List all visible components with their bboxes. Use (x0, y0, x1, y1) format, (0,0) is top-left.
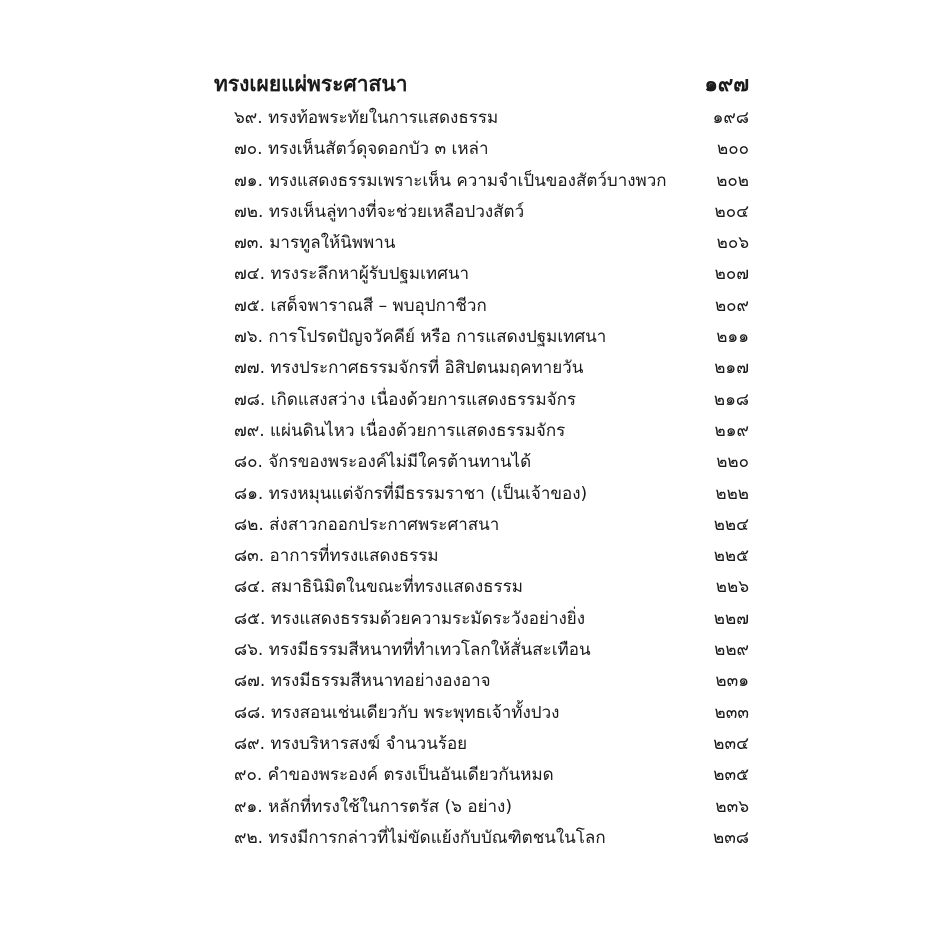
toc-entry-page-number: ๒๑๑ (716, 327, 749, 348)
toc-entry-text (214, 480, 587, 507)
toc-entry-page-number: ๒๓๑ (715, 671, 749, 692)
toc-entry-number: ๖๙. (234, 108, 263, 128)
toc-entry-number: ๗๐. (234, 139, 263, 160)
toc-entry-title: ทรงสอนเช่นเดียวกับ พระพุทธเจ้าทั้งปวง (271, 702, 560, 723)
toc-entry (214, 417, 749, 448)
toc-entry (214, 573, 749, 604)
toc-entry-page-number: ๒๓๘ (713, 827, 749, 848)
toc-entry (214, 511, 749, 542)
toc-entry-text (214, 730, 467, 757)
toc-entry-title: ทรงมีการกล่าวที่ไม่ขัดแย้งกับบัณฑิตชนในโลก (268, 827, 606, 848)
toc-entry-text (214, 323, 606, 350)
toc-entry-page-number: ๒๐๙ (714, 295, 749, 316)
toc-list (214, 104, 749, 855)
toc-entry-text (214, 667, 491, 694)
toc-entry-page-number: ๒๓๓ (714, 702, 749, 723)
toc-entry-title: ทรงระลึกหาผู้รับปฐมเทศนา (270, 264, 470, 285)
section-heading (214, 68, 749, 104)
toc-entry-title: ส่งสาวกออกประกาศพระศาสนา (269, 514, 500, 535)
toc-entry-page-number: ๒๓๖ (715, 796, 749, 817)
toc-entry (214, 167, 749, 198)
toc-entry-title: ทรงท้อพระทัยในการแสดงธรรม (268, 108, 499, 128)
toc-entry-text (214, 229, 395, 256)
toc-entry-page-number: ๒๑๗ (714, 358, 749, 379)
toc-entry-title: การโปรดปัญจวัคคีย์ หรือ การแสดงปฐมเทศนา (268, 327, 607, 348)
toc-entry-title: เกิดแสงสว่าง เนื่องด้วยการแสดงธรรมจักร (270, 389, 577, 410)
toc-entry-text (214, 636, 591, 663)
toc-entry (214, 824, 749, 855)
toc-entry (214, 354, 749, 385)
toc-entry-page-number: ๒๑๙ (714, 420, 749, 441)
toc-entry (214, 198, 749, 229)
toc-entry-title: ทรงประกาศธรรมจักรที่ อิสิปตนมฤคทายวัน (270, 358, 584, 379)
toc-entry (214, 636, 749, 667)
toc-entry-title: เสด็จพาราณสี – พบอุปกาชีวก (270, 295, 487, 316)
toc-entry-number: ๙๑. (234, 796, 263, 817)
toc-entry-page-number: ๒๒๕ (713, 546, 749, 567)
toc-entry-text (214, 167, 667, 194)
toc-entry (214, 292, 749, 323)
toc-entry-text (214, 605, 585, 632)
toc-entry (214, 135, 749, 166)
toc-entry (214, 793, 749, 824)
toc-entry (214, 260, 749, 291)
toc-entry (214, 699, 749, 730)
toc-entry-number: ๗๖. (234, 327, 263, 348)
toc-entry (214, 323, 749, 354)
toc-entry-number: ๙๐. (234, 765, 263, 786)
toc-entry-title: ทรงหมุนแต่จักรที่มีธรรมราชา (เป็นเจ้าของ) (268, 483, 588, 504)
toc-entry-page-number: ๒๐๗ (714, 264, 749, 285)
toc-entry-text (214, 198, 524, 225)
toc-entry-page-number: ๒๓๔ (713, 733, 749, 754)
toc-entry (214, 386, 749, 417)
toc-entry-title: ทรงบริหารสงฆ์ จำนวนร้อย (270, 733, 468, 754)
toc-entry-text (214, 386, 576, 413)
toc-entry (214, 448, 749, 479)
toc-entry-text (214, 448, 531, 475)
toc-entry-number: ๗๕. (234, 295, 266, 316)
toc-entry-number: ๘๕. (234, 608, 266, 629)
toc-entry-number: ๘๔. (234, 577, 266, 598)
toc-entry-title: อาการที่ทรงแสดงธรรม (269, 546, 439, 567)
toc-entry-text (214, 135, 489, 162)
toc-entry-number: ๗๗. (234, 358, 265, 379)
toc-entry-page-number: ๑๙๘ (712, 108, 749, 128)
toc-entry-page-number: ๒๒๖ (715, 577, 749, 598)
toc-entry-text (214, 824, 606, 851)
toc-entry-number: ๙๒. (234, 827, 264, 848)
toc-entry (214, 542, 749, 573)
toc-entry-title: สมาธินิมิตในขณะที่ทรงแสดงธรรม (270, 577, 523, 598)
toc-entry-number: ๗๒. (234, 201, 264, 222)
toc-entry-text (214, 542, 439, 569)
toc-entry-text (214, 417, 565, 444)
toc-entry-page-number: ๒๐๐ (717, 139, 749, 160)
toc-entry-page-number: ๒๐๔ (714, 201, 749, 222)
toc-entry-number: ๗๓. (234, 233, 264, 254)
toc-entry-title: ทรงมีธรรมสีหนาทที่ทำเทวโลกให้สั่นสะเทือน (268, 640, 591, 661)
toc-entry-page-number: ๒๓๕ (713, 765, 749, 786)
section-title: ทรงเผยแผ่พระศาสนา (214, 72, 408, 96)
toc-entry-number: ๗๑. (234, 170, 263, 191)
toc-entry-title: คำของพระองค์ ตรงเป็นอันเดียวกันหมด (267, 765, 554, 786)
toc-entry-number: ๗๔. (234, 264, 266, 285)
toc-entry (214, 761, 749, 792)
toc-entry (214, 730, 749, 761)
toc-entry-number: ๘๓. (234, 546, 265, 567)
toc-entry-number: ๘๐. (234, 452, 263, 473)
toc-entry-text (214, 104, 498, 131)
toc-entry-number: ๘๗. (234, 671, 266, 692)
toc-entry-title: แผ่นดินไหว เนื่องด้วยการแสดงธรรมจักร (270, 420, 566, 441)
toc-entry-text (214, 354, 583, 381)
toc-entry-page-number: ๒๒๙ (714, 640, 749, 661)
toc-entry-title: มารทูลให้นิพพาน (269, 233, 396, 254)
toc-entry-page-number: ๒๒๗ (713, 608, 749, 629)
toc-entry-text (214, 292, 487, 319)
section-page-number: ๑๙๗ (704, 72, 749, 96)
toc-entry-page-number: ๒๒๔ (713, 514, 749, 535)
toc-entry (214, 104, 749, 135)
toc-entry-number: ๘๑. (234, 483, 264, 504)
toc-entry-number: ๗๘. (234, 389, 266, 410)
toc-entry (214, 667, 749, 698)
toc-entry-text (214, 573, 523, 600)
toc-entry-number: ๗๙. (234, 420, 265, 441)
toc-entry-page-number: ๒๑๘ (713, 389, 749, 410)
toc-entry-text (214, 793, 512, 820)
toc-entry-title: ทรงเห็นสัตว์ดุจดอกบัว ๓ เหล่า (267, 139, 489, 160)
toc-entry-title: ทรงแสดงธรรมเพราะเห็น ความจำเป็นของสัตว์บางพวก (268, 170, 667, 191)
toc-entry (214, 480, 749, 511)
toc-entry-page-number: ๒๒๐ (716, 452, 749, 473)
toc-entry-title: ทรงแสดงธรรมด้วยความระมัดระวังอย่างยิ่ง (270, 608, 586, 629)
table-of-contents (214, 68, 749, 855)
toc-entry-text (214, 511, 499, 538)
toc-entry (214, 605, 749, 636)
toc-entry-number: ๘๖. (234, 640, 264, 661)
toc-entry-text (214, 260, 469, 287)
toc-entry-title: จักรของพระองค์ไม่มีใครต้านทานได้ (268, 452, 532, 473)
toc-entry-title: หลักที่ทรงใช้ในการตรัส (๖ อย่าง) (268, 796, 512, 817)
toc-entry-title: ทรงมีธรรมสีหนาทอย่างองอาจ (270, 671, 491, 692)
toc-entry-number: ๘๒. (234, 514, 264, 535)
toc-entry-title: ทรงเห็นลู่ทางที่จะช่วยเหลือปวงสัตว์ (268, 201, 525, 222)
toc-entry-page-number: ๒๐๖ (716, 233, 749, 254)
toc-entry-text (214, 761, 554, 788)
toc-entry-number: ๘๙. (234, 733, 265, 754)
toc-entry-text (214, 699, 559, 726)
toc-entry (214, 229, 749, 260)
toc-entry-page-number: ๒๐๒ (716, 170, 749, 191)
toc-entry-number: ๘๘. (234, 702, 266, 723)
toc-entry-page-number: ๒๒๒ (715, 483, 749, 504)
